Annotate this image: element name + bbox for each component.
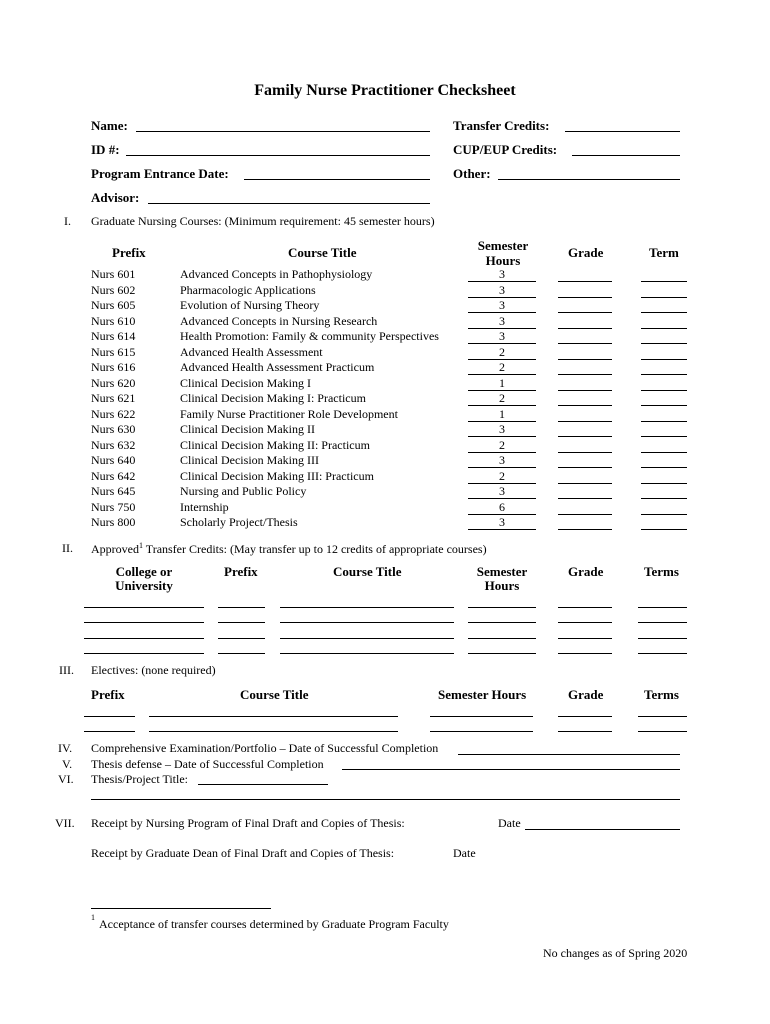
- course-title: Advanced Concepts in Nursing Research: [180, 313, 378, 328]
- course-title: Nursing and Public Policy: [180, 484, 307, 498]
- course-hours: 3: [499, 313, 505, 328]
- course-title: Scholarly Project/Thesis: [180, 515, 298, 529]
- course-title-field[interactable]: [280, 607, 454, 608]
- col-semester-hours-header-3: Semester Hours: [438, 687, 527, 702]
- course-title: Family Nurse Practitioner Role Development: [180, 406, 398, 421]
- footnote-text: Acceptance of transfer courses determined by Graduate Program Faculty: [99, 917, 449, 931]
- grade-field[interactable]: [558, 436, 612, 437]
- thesis-title-field-2[interactable]: [91, 799, 680, 800]
- col-terms-header-2: Terms: [644, 564, 679, 579]
- term-field[interactable]: [641, 498, 687, 499]
- course-hours: 3: [499, 267, 505, 281]
- course-title: Clinical Decision Making I: [180, 375, 311, 390]
- col-semester-hours-header-2a: Semester: [476, 564, 528, 579]
- cup-eup-credits-field[interactable]: [572, 155, 680, 156]
- col-grade-header-3: Grade: [568, 687, 604, 702]
- course-title: Advanced Concepts in Pathophysiology: [180, 267, 373, 281]
- section-6-text: Thesis/Project Title:: [91, 772, 189, 786]
- terms-field[interactable]: [638, 638, 687, 639]
- receipt-dean-text: Receipt by Graduate Dean of Final Draft and Copies of Thesis:: [91, 846, 395, 860]
- cup-eup-credits-label: CUP/EUP Credits:: [453, 142, 558, 157]
- grade-field[interactable]: [558, 638, 612, 639]
- college-field[interactable]: [84, 653, 204, 654]
- grade-field[interactable]: [558, 716, 612, 717]
- prefix-field[interactable]: [84, 716, 135, 717]
- col-grade-header-2: Grade: [568, 564, 604, 579]
- course-title: Clinical Decision Making I: Practicum: [180, 391, 366, 405]
- course-prefix: Nurs 610: [91, 313, 136, 328]
- section-4-text: Comprehensive Examination/Portfolio – Date of Successful Completion: [91, 741, 439, 755]
- section-1-heading: Graduate Nursing Courses: (Minimum requirement: 45 semester hours): [91, 214, 435, 228]
- prefix-field[interactable]: [218, 638, 265, 639]
- exam-completion-date-field[interactable]: [458, 754, 680, 755]
- id-label: ID #:: [91, 142, 120, 157]
- col-course-title-header-2: Course Title: [333, 564, 402, 579]
- term-field[interactable]: [641, 359, 687, 360]
- grade-field[interactable]: [558, 281, 612, 282]
- course-title: Evolution of Nursing Theory: [180, 298, 320, 312]
- course-hours: 3: [499, 298, 505, 312]
- grade-field[interactable]: [558, 653, 612, 654]
- hours-field[interactable]: [468, 638, 536, 639]
- prefix-field[interactable]: [84, 731, 135, 732]
- terms-field[interactable]: [638, 622, 687, 623]
- course-prefix: Nurs 602: [91, 282, 136, 297]
- section-3-heading: Electives: (none required): [91, 663, 216, 677]
- course-title: Advanced Health Assessment Practicum: [180, 360, 375, 374]
- term-field[interactable]: [641, 405, 687, 406]
- footnote-ref: 1: [139, 541, 143, 550]
- course-hours: 3: [499, 422, 505, 436]
- hours-field[interactable]: [430, 731, 533, 732]
- program-entrance-date-field[interactable]: [244, 179, 430, 180]
- college-field[interactable]: [84, 622, 204, 623]
- grade-field[interactable]: [558, 374, 612, 375]
- grade-field[interactable]: [558, 622, 612, 623]
- grade-field[interactable]: [558, 297, 612, 298]
- grade-field[interactable]: [558, 498, 612, 499]
- hours-field[interactable]: [468, 653, 536, 654]
- other-field[interactable]: [498, 179, 680, 180]
- course-hours: 2: [499, 437, 505, 452]
- transfer-credits-label: Transfer Credits:: [453, 118, 550, 133]
- col-grade-header: Grade: [568, 245, 604, 260]
- course-title: Health Promotion: Family & community Perspectives: [180, 329, 439, 343]
- prefix-field[interactable]: [218, 653, 265, 654]
- course-hours: 2: [499, 360, 505, 374]
- course-hours: 3: [499, 329, 505, 343]
- course-title-field[interactable]: [280, 622, 454, 623]
- course-hours: 1: [499, 375, 505, 390]
- course-hours: 1: [499, 406, 505, 421]
- course-title-field[interactable]: [149, 716, 398, 717]
- col-prefix-header-3: Prefix: [91, 687, 125, 702]
- grade-field[interactable]: [558, 467, 612, 468]
- col-prefix-header: Prefix: [112, 245, 146, 260]
- thesis-defense-date-field[interactable]: [342, 769, 680, 770]
- term-field[interactable]: [641, 343, 687, 344]
- col-course-title-header: Course Title: [288, 245, 357, 260]
- course-hours: 6: [499, 499, 505, 514]
- term-field[interactable]: [641, 281, 687, 282]
- section-5-text: Thesis defense – Date of Successful Completion: [91, 757, 324, 771]
- col-college-header-1: College or: [115, 564, 173, 579]
- course-hours: 3: [499, 282, 505, 297]
- page-title: Family Nurse Practitioner Checksheet: [254, 82, 516, 99]
- course-prefix: Nurs 605: [91, 298, 136, 312]
- grade-field[interactable]: [558, 483, 612, 484]
- section-6-number: VI.: [58, 772, 74, 786]
- terms-field[interactable]: [638, 653, 687, 654]
- footer-note: No changes as of Spring 2020: [543, 946, 688, 960]
- grade-field[interactable]: [558, 529, 612, 530]
- transfer-credits-field[interactable]: [565, 131, 680, 132]
- terms-field[interactable]: [638, 716, 687, 717]
- receipt-nursing-date-field[interactable]: [525, 829, 680, 830]
- grade-field[interactable]: [558, 514, 612, 515]
- grade-field[interactable]: [558, 405, 612, 406]
- advisor-label: Advisor:: [91, 190, 140, 205]
- course-prefix: Nurs 616: [91, 360, 136, 374]
- course-title: Clinical Decision Making II: Practicum: [180, 437, 370, 452]
- course-hours: 3: [499, 484, 505, 498]
- thesis-title-field[interactable]: [198, 784, 328, 785]
- course-title-field[interactable]: [149, 731, 398, 732]
- term-field[interactable]: [641, 390, 687, 391]
- course-title: Pharmacologic Applications: [180, 282, 316, 297]
- term-field[interactable]: [641, 467, 687, 468]
- grade-field[interactable]: [558, 328, 612, 329]
- course-title: Advanced Health Assessment: [180, 344, 323, 359]
- term-field[interactable]: [641, 452, 687, 453]
- course-hours: 3: [499, 515, 505, 529]
- term-field[interactable]: [641, 328, 687, 329]
- course-title: Clinical Decision Making III: Practicum: [180, 468, 374, 483]
- hours-field[interactable]: [468, 607, 536, 608]
- course-prefix: Nurs 645: [91, 484, 136, 498]
- col-semester-hours-header-2b: Hours: [484, 578, 520, 593]
- section-2-number: II.: [62, 541, 73, 555]
- course-prefix: Nurs 614: [91, 329, 136, 343]
- section-2-heading: [91, 541, 487, 557]
- prefix-field[interactable]: [218, 607, 265, 608]
- section-2-heading-pre: Approved: [91, 542, 139, 556]
- term-field[interactable]: [641, 421, 687, 422]
- col-term-header: Term: [649, 245, 679, 260]
- college-field[interactable]: [84, 607, 204, 608]
- col-college-header-2: University: [115, 578, 173, 593]
- course-title: Clinical Decision Making III: [180, 453, 319, 467]
- course-prefix: Nurs 601: [91, 267, 136, 281]
- name-field[interactable]: [136, 131, 430, 132]
- name-label: Name:: [91, 118, 128, 133]
- col-terms-header-3: Terms: [644, 687, 679, 702]
- term-field[interactable]: [641, 297, 687, 298]
- grade-field[interactable]: [558, 731, 612, 732]
- grade-field[interactable]: [558, 312, 612, 313]
- course-hours: 3: [499, 453, 505, 467]
- section-7-number: VII.: [55, 816, 75, 830]
- date-label-1: Date: [498, 816, 521, 830]
- terms-field[interactable]: [638, 731, 687, 732]
- course-prefix: Nurs 622: [91, 406, 136, 421]
- hours-underline: [468, 529, 536, 530]
- course-prefix: Nurs 750: [91, 499, 136, 514]
- prefix-field[interactable]: [218, 622, 265, 623]
- course-hours: 2: [499, 391, 505, 405]
- terms-field[interactable]: [638, 607, 687, 608]
- term-field[interactable]: [641, 529, 687, 530]
- course-prefix: Nurs 640: [91, 453, 136, 467]
- section-5-number: V.: [62, 757, 73, 771]
- course-hours: 2: [499, 344, 505, 359]
- course-prefix: Nurs 621: [91, 391, 136, 405]
- term-field[interactable]: [641, 514, 687, 515]
- grade-field[interactable]: [558, 607, 612, 608]
- term-field[interactable]: [641, 483, 687, 484]
- term-field[interactable]: [641, 312, 687, 313]
- course-prefix: Nurs 620: [91, 375, 136, 390]
- hours-field[interactable]: [430, 716, 533, 717]
- section-2-heading-post: Transfer Credits: (May transfer up to 12 credits of appropriate courses): [143, 542, 487, 556]
- advisor-field[interactable]: [148, 203, 430, 204]
- term-field[interactable]: [641, 436, 687, 437]
- grade-field[interactable]: [558, 421, 612, 422]
- footnote-divider: [91, 908, 271, 909]
- course-title-field[interactable]: [280, 638, 454, 639]
- grade-field[interactable]: [558, 390, 612, 391]
- other-label: Other:: [453, 166, 491, 181]
- course-prefix: Nurs 800: [91, 515, 136, 529]
- course-prefix: Nurs 615: [91, 344, 136, 359]
- section-3-number: III.: [59, 663, 74, 677]
- hours-field[interactable]: [468, 622, 536, 623]
- section-4-number: IV.: [58, 741, 73, 755]
- receipt-nursing-text: Receipt by Nursing Program of Final Draft and Copies of Thesis:: [91, 816, 405, 830]
- footnote-number: 1: [91, 913, 95, 922]
- col-prefix-header-2: Prefix: [224, 564, 258, 579]
- section-1-number: I.: [64, 214, 71, 228]
- program-entrance-date-label: Program Entrance Date:: [91, 166, 229, 181]
- course-prefix: Nurs 630: [91, 422, 136, 436]
- course-prefix: Nurs 632: [91, 437, 136, 452]
- term-field[interactable]: [641, 374, 687, 375]
- course-hours: 2: [499, 468, 505, 483]
- col-semester-hours-header-1: Semester: [477, 238, 529, 253]
- grade-field[interactable]: [558, 343, 612, 344]
- course-title-field[interactable]: [280, 653, 454, 654]
- id-field[interactable]: [126, 155, 430, 156]
- course-prefix: Nurs 642: [91, 468, 136, 483]
- col-semester-hours-header-2: Hours: [485, 253, 521, 268]
- col-course-title-header-3: Course Title: [240, 687, 309, 702]
- course-title: Clinical Decision Making II: [180, 422, 315, 436]
- date-label-2: Date: [453, 846, 476, 860]
- grade-field[interactable]: [558, 452, 612, 453]
- course-title: Internship: [180, 499, 229, 514]
- college-field[interactable]: [84, 638, 204, 639]
- grade-field[interactable]: [558, 359, 612, 360]
